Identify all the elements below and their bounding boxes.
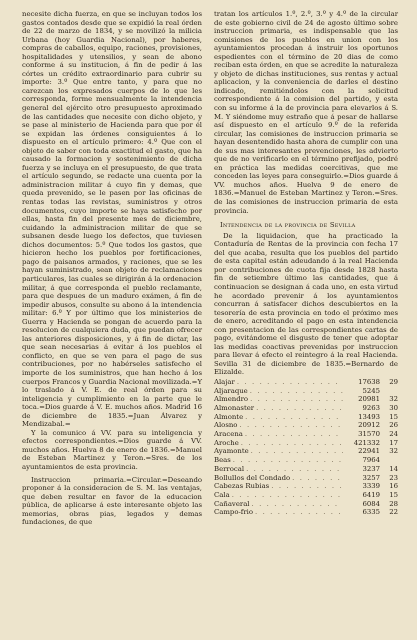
reales-value: 13493 <box>358 412 380 421</box>
table-row <box>214 500 398 509</box>
leader-dots <box>239 421 343 430</box>
town-name: Cala <box>214 490 230 499</box>
table-row <box>214 491 398 500</box>
leader-dots <box>250 395 343 404</box>
table-row <box>214 387 398 396</box>
table-row <box>214 378 398 387</box>
table-row <box>214 413 398 422</box>
reales-value: 3339 <box>362 482 380 491</box>
maravedis-value: 22 <box>389 508 398 517</box>
reales-value: 7964 <box>362 456 380 465</box>
paragraph-circular-continuation: tratan los artículos 1.º, 2.º, 3.º y 4.º de la circular de este gobierno civil de 24 de agosto último sobre instruccion primaria, es indispensable que las comisiones de los pueblos en union con los ayuntamientos procedan á instruir los oportunos espedientes con el término de 20 dias de como reciban esta órden, en que se acredite la naturaleza y objeto de dichas instituciones, sus rentas y actual aplicacion, y la conveniencia de darles el destino indicado, remitiéndolos con la solicitud correspondiente á la comision del partido, y esta con su informe á la de provincia para elevarlos á S. M. Y siéndome muy estraño que á pesar de hallarse así dispuesto en el artículo 9.º de la referida circular, las comisiones de instruccion primaria se hayan desentendido hasta ahora de cumplir con una de sus mas interesantes prevenciones, les advierto que de no verificarlo en el término prefijado, podré en práctica las medidas coercitivas, que me conceden las leyes para conseguirlo.=Dios guarde á VV. muchos años. Huelva 9 de enero de 1836.=Manuel de Esteban Martinez y Teron.=Sres. de las comisiones de instruccion primaria de esta provincia. <box>214 10 398 215</box>
town-name: Aljaraque <box>214 386 248 395</box>
town-name: Ayamonte <box>214 447 249 456</box>
reales-value: 421332 <box>353 438 380 447</box>
leader-dots <box>245 430 343 439</box>
leader-dots <box>245 413 343 422</box>
town-name: Cabezas Rubias <box>214 482 270 491</box>
reales-value: 3237 <box>362 464 380 473</box>
paragraph-primary-instruction: Instruccion primaria.=Circular.=Deseando proponer á la consideracion de S. M. las ventajas, que deben resultar en favor de la educacion pública, de aplicarse á este interesante objeto las memorias, obras pias, legados y demas fundaciones, de que <box>22 475 202 527</box>
leader-dots <box>246 465 343 474</box>
leader-dots <box>256 404 343 413</box>
reales-value: 22941 <box>358 447 380 456</box>
reales-value: 5245 <box>362 386 380 395</box>
table-row <box>214 447 398 456</box>
town-name: Aracena <box>214 430 243 439</box>
right-column <box>214 10 398 517</box>
table-row <box>214 482 398 491</box>
reales-value: 3257 <box>362 473 380 482</box>
reales-value: 6084 <box>362 499 380 508</box>
left-column <box>22 10 202 527</box>
debt-table <box>214 378 398 517</box>
maravedis-value: 28 <box>389 499 398 508</box>
reales-value: 31570 <box>358 430 380 439</box>
town-name: Beas <box>214 456 231 465</box>
reales-value: 9263 <box>362 404 380 413</box>
maravedis-value: 26 <box>389 421 398 430</box>
table-row <box>214 421 398 430</box>
reales-value: 6419 <box>362 490 380 499</box>
leader-dots <box>292 474 343 483</box>
reales-value: 20912 <box>358 421 380 430</box>
reales-value: 6335 <box>362 508 380 517</box>
maravedis-value: 17 <box>389 438 398 447</box>
leader-dots <box>237 378 343 387</box>
leader-dots <box>233 456 343 465</box>
town-name: Almonte <box>214 412 244 421</box>
maravedis-value: 15 <box>389 490 398 499</box>
table-row <box>214 395 398 404</box>
leader-dots <box>232 491 343 500</box>
maravedis-value: 15 <box>389 412 398 421</box>
paragraph-liquidation: De la liquidacion, que ha practicado la Contaduría de Rentas de la provincia con fecha 17 del que acaba, resulta que los pueblos del partido de esta capital están adeudando á la real Hacienda por contribuciones de cuota fija desde 1828 hasta fin de setiembre último las cantidades, que á continuacion se designan á cada uno, en esta virtud he acordado prevenir á los ayuntamientos concurran á satisfacer dichos descubiertos en la tesorería de esta provincia en todo el próximo mes de enero, acreditando el pago en esta intendencia con presentacion de las correspondientes cartas de pago, evitándome el disgusto de tener que adoptar las medidas coactivas prevenidas por instruccion para llevar á efecto el reintegro á la real Hacienda. Sevilla 31 de diciembre de 1835.=Bernardo de Elizalde. <box>214 231 398 377</box>
table-row <box>214 465 398 474</box>
table-row <box>214 430 398 439</box>
town-name: Alosno <box>214 421 238 430</box>
maravedis-value: 32 <box>389 447 398 456</box>
maravedis-value: 24 <box>389 430 398 439</box>
town-name: Alajar <box>214 377 235 386</box>
maravedis-value: 30 <box>389 404 398 413</box>
maravedis-value: 14 <box>389 464 398 473</box>
section-heading: Intendencia de la provincia de Sevilla <box>220 221 356 230</box>
paragraph-militia-expenses: necesite dicha fuerza, en que se incluyan todos los gastos contados desde que se expidió la real órden de 22 de marzo de 1834, y se movilizó la milicia Urbana (hoy Guardia Nacional), por haberes, compras de caballos, equipo, raciones, provisiones, hospitalidades y utensilios, y sean de abono conforme á su institucion, á fin de pedir á las córtes un crédito extraordinario para cubrir su importe: 3.º Que entre tanto, y para que no carezcan los expresados cuerpos de lo que les corresponda, forme mensualmente la intendencia general del ejército otro presupuesto aproximado de las cantidades que necesite con dicho objeto, y se pase al ministerio de Hacienda para que por él se expidan las órdenes consiguientes á lo dispuesto en el artículo primero: 4.º Que con el objeto de saber con toda exactitud el gasto, que ha causado la formacion y sostenimiento de dicha fuerza y se incluya en el presupuesto, de que trata el artículo segundo, se redacte una cuenta por la administracion militar á cuyo fin y demas, que queda prevenido, se le pasen por las oficinas de rentas todas las revistas, suministros y otros documentos, cuyo importe se haya satisfecho por ellas, hasta fin del presente mes de diciembre, cuidando la administracion militar de que se subsanen desde luego los defectos, que tuviesen dichos documentos: 5.º Que todos los gastos, que hicieron hecho los pueblos por fortificaciones, pago de paisanos armados, y raciones, que se les hayan suministrado, sean objeto de reclamaciones particulares, las cuales se dirigirán á la ordenacion militar, á que corresponda el pueblo reclamante, para que despues de un maduro exámen, á fin de impedir abusos, consulte su abono á la intendencia militar: 6.º Y por último que los ministerios de Guerra y Hacienda se pongan de acuerdo para la resolucion de cualquiera duda, que puedan ofrecer las anteriores disposiciones, y á fin de dictar, las que sean necesarias á evitar á los pueblos el conflicto, en que se ven para el pago de sus contribuciones, por no habérseles satisfecho el importe de los suministros, que han hecho á los cuerpos Francos y Guardia Nacional movilizada.=Y lo traslado á V. E. de real órden para su inteligencia y cumplimiento en la parte que le toca.=Dios guarde á V. E. muchos años. Madrid 16 de diciembre de 1835.=Juan Álvarez y Mendizabal.= <box>22 10 202 429</box>
leader-dots <box>255 508 343 517</box>
maravedis-value: 23 <box>389 473 398 482</box>
table-row <box>214 508 398 517</box>
table-row <box>214 404 398 413</box>
town-name: Campo-frio <box>214 508 253 517</box>
leader-dots <box>271 482 343 491</box>
reales-value: 17638 <box>358 377 380 386</box>
town-name: Almendro <box>214 395 249 404</box>
town-name: Almonaster <box>214 404 255 413</box>
leader-dots <box>251 447 343 456</box>
reales-value: 20981 <box>358 395 380 404</box>
leader-dots <box>241 439 343 448</box>
town-name: Aroche <box>214 438 239 447</box>
town-name: Berrocal <box>214 464 245 473</box>
maravedis-value: 16 <box>389 482 398 491</box>
town-name: Cañaveral <box>214 499 250 508</box>
leader-dots <box>252 500 343 509</box>
maravedis-value: 32 <box>389 395 398 404</box>
leader-dots <box>250 387 343 396</box>
table-row <box>214 439 398 448</box>
table-row <box>214 456 398 465</box>
maravedis-value: 29 <box>389 377 398 386</box>
table-row <box>214 474 398 483</box>
town-name: Bollullos del Condado <box>214 473 291 482</box>
paragraph-huelva-communication: Y la comunico á VV. para su inteligencia y efectos correspondientes.=Dios guarde á VV. muchos años. Huelva 8 de enero de 1836.=Manuel de Esteban Martinez y Teron.=Sres. de los ayuntamientos de esta provincia. <box>22 428 202 471</box>
